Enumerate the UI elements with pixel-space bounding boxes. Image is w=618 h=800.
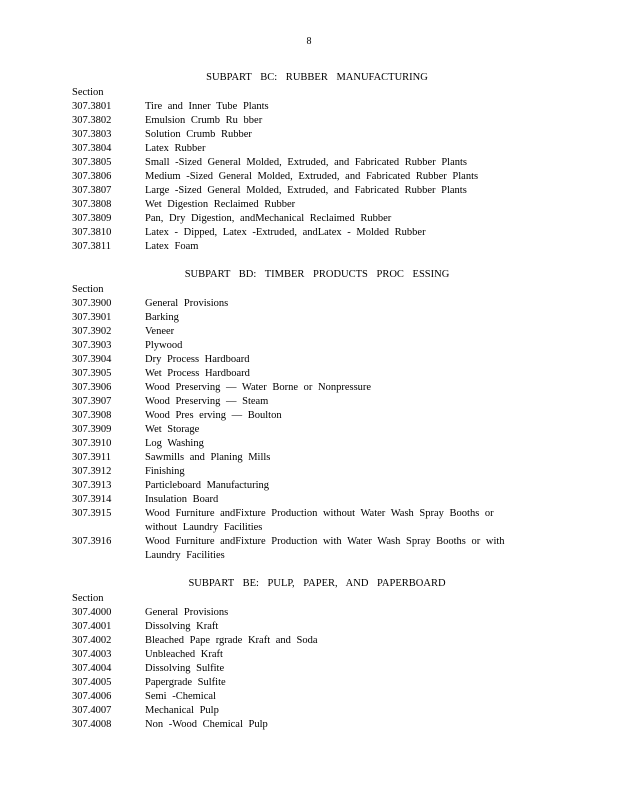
section-number: 307.3901 xyxy=(72,312,112,323)
section-number: 307.3907 xyxy=(72,396,112,407)
section-number: 307.3806 xyxy=(72,171,112,182)
section-title: Particleboard Manufacturing xyxy=(145,480,269,491)
document-body xyxy=(72,70,532,732)
section-title-block xyxy=(145,184,532,198)
section-entry xyxy=(72,676,532,690)
section-number: 307.3809 xyxy=(72,213,112,224)
section-title: Large -Sized General Molded, Extruded, and Fabricated Rubber Plants xyxy=(145,185,467,196)
section-title: Emulsion Crumb Ru bber xyxy=(145,115,263,126)
section-title-block xyxy=(145,100,532,114)
section-title-block xyxy=(145,606,532,620)
section-title-block xyxy=(145,226,532,240)
section-number: 307.3803 xyxy=(72,129,112,140)
section-number: 307.3903 xyxy=(72,340,112,351)
section-number: 307.3916 xyxy=(72,536,112,547)
section-title: Semi -Chemical xyxy=(145,691,216,702)
section-title-block xyxy=(145,718,532,732)
section-number: 307.4002 xyxy=(72,635,112,646)
section-title-block xyxy=(145,325,532,339)
section-number: 307.3906 xyxy=(72,382,112,393)
section-number: 307.3910 xyxy=(72,438,112,449)
section-number: 307.3909 xyxy=(72,424,112,435)
section-title-continuation: Laundry Facilities xyxy=(145,550,225,561)
section-title: Barking xyxy=(145,312,179,323)
section-title-block xyxy=(145,423,532,437)
section-number: 307.4008 xyxy=(72,719,112,730)
section-entry xyxy=(72,198,532,212)
section-title-block xyxy=(145,620,532,634)
section-number: 307.4006 xyxy=(72,691,112,702)
section-label: Section xyxy=(72,87,104,98)
section-title-block xyxy=(145,409,532,423)
section-number: 307.3808 xyxy=(72,199,112,210)
section-label: Section xyxy=(72,593,104,604)
section-title-block xyxy=(145,170,532,184)
section-title-block xyxy=(145,114,532,128)
section-entry xyxy=(72,620,532,634)
section-entry xyxy=(72,395,532,409)
section-number: 307.3811 xyxy=(72,241,111,252)
section-title-block xyxy=(145,353,532,367)
section-entry xyxy=(72,226,532,240)
section-title-block xyxy=(145,198,532,212)
section-entry xyxy=(72,128,532,142)
section-title: Wood Preserving — Steam xyxy=(145,396,269,407)
section-entry xyxy=(72,437,532,451)
section-title: Dissolving Kraft xyxy=(145,621,219,632)
section-title-block xyxy=(145,156,532,170)
section-title-block xyxy=(145,648,532,662)
section-entry xyxy=(72,325,532,339)
section-title: Wood Furniture andFixture Production with Water Wash Spray Booths or with xyxy=(145,536,505,547)
section-title: Latex Rubber xyxy=(145,143,206,154)
section-number: 307.3912 xyxy=(72,466,112,477)
section-number: 307.3904 xyxy=(72,354,112,365)
section-entry xyxy=(72,353,532,367)
section-entry xyxy=(72,662,532,676)
section-title: Dissolving Sulfite xyxy=(145,663,225,674)
section-title-block xyxy=(145,493,532,507)
spacer xyxy=(72,254,532,267)
section-title-block xyxy=(145,437,532,451)
section-title: Non -Wood Chemical Pulp xyxy=(145,719,268,730)
section-number: 307.4007 xyxy=(72,705,112,716)
section-title: Bleached Pape rgrade Kraft and Soda xyxy=(145,635,318,646)
section-title: Solution Crumb Rubber xyxy=(145,129,252,140)
section-title-block xyxy=(145,339,532,353)
section-title-block xyxy=(145,297,532,311)
section-entry xyxy=(72,311,532,325)
section-entry xyxy=(72,507,532,535)
section-number: 307.3914 xyxy=(72,494,112,505)
section-entry xyxy=(72,535,532,563)
section-entry xyxy=(72,381,532,395)
section-entry xyxy=(72,648,532,662)
section-number: 307.3807 xyxy=(72,185,112,196)
section-number: 307.3801 xyxy=(72,101,112,112)
section-number: 307.3911 xyxy=(72,452,111,463)
section-title-block xyxy=(145,507,532,535)
section-number: 307.3905 xyxy=(72,368,112,379)
section-number: 307.3915 xyxy=(72,508,112,519)
section-title: Wood Pres erving — Boulton xyxy=(145,410,282,421)
section-entry xyxy=(72,718,532,732)
subpart-heading: SUBPART BD: TIMBER PRODUCTS PROC ESSING xyxy=(184,269,450,280)
section-title-block xyxy=(145,395,532,409)
section-title: Tire and Inner Tube Plants xyxy=(145,101,269,112)
section-label: Section xyxy=(72,284,104,295)
section-title-block xyxy=(145,142,532,156)
section-entry xyxy=(72,451,532,465)
section-entry xyxy=(72,704,532,718)
section-number: 307.3900 xyxy=(72,298,112,309)
section-number: 307.4001 xyxy=(72,621,112,632)
section-title-block xyxy=(145,240,532,254)
section-title-block xyxy=(145,690,532,704)
section-entry xyxy=(72,114,532,128)
section-title-block xyxy=(145,634,532,648)
section-number: 307.4004 xyxy=(72,663,112,674)
section-title-block xyxy=(145,381,532,395)
section-title-block xyxy=(145,128,532,142)
section-title-block xyxy=(145,704,532,718)
section-title: Wet Process Hardboard xyxy=(145,368,250,379)
section-title: Latex - Dipped, Latex -Extruded, andLatex - Molded Rubber xyxy=(145,227,426,238)
section-entry xyxy=(72,409,532,423)
section-list xyxy=(72,297,532,563)
section-title: Wood Preserving — Water Borne or Nonpressure xyxy=(145,382,372,393)
section-entry xyxy=(72,170,532,184)
section-title: Insulation Board xyxy=(145,494,219,505)
section-title-block xyxy=(145,311,532,325)
section-entry xyxy=(72,367,532,381)
section-title: Log Washing xyxy=(145,438,204,449)
section-number: 307.3804 xyxy=(72,143,112,154)
page-number: 8 xyxy=(306,36,312,47)
section-title: Small -Sized General Molded, Extruded, and Fabricated Rubber Plants xyxy=(145,157,468,168)
section-entry xyxy=(72,184,532,198)
section-entry xyxy=(72,212,532,226)
section-title-block xyxy=(145,367,532,381)
section-title-continuation: without Laundry Facilities xyxy=(145,522,263,533)
section-list xyxy=(72,100,532,254)
section-title: Wet Storage xyxy=(145,424,200,435)
section-title: Plywood xyxy=(145,340,183,351)
section-number: 307.3810 xyxy=(72,227,112,238)
section-title: Veneer xyxy=(145,326,175,337)
section-entry xyxy=(72,339,532,353)
subpart-heading: SUBPART BC: RUBBER MANUFACTURING xyxy=(206,72,428,83)
section-title: Pan, Dry Digestion, andMechanical Reclaimed Rubber xyxy=(145,213,392,224)
section-title: Medium -Sized General Molded, Extruded, and Fabricated Rubber Plants xyxy=(145,171,479,182)
section-entry xyxy=(72,142,532,156)
section-title: Sawmills and Planing Mills xyxy=(145,452,271,463)
section-entry xyxy=(72,297,532,311)
section-title-block xyxy=(145,662,532,676)
section-title: General Provisions xyxy=(145,298,229,309)
section-entry xyxy=(72,690,532,704)
section-entry xyxy=(72,465,532,479)
section-title-block xyxy=(145,451,532,465)
section-title: General Provisions xyxy=(145,607,229,618)
section-title: Mechanical Pulp xyxy=(145,705,219,716)
section-title: Wood Furniture andFixture Production without Water Wash Spray Booths or xyxy=(145,508,494,519)
section-number: 307.3802 xyxy=(72,115,112,126)
subpart-heading: SUBPART BE: PULP, PAPER, AND PAPERBOARD xyxy=(188,578,446,589)
section-number: 307.3805 xyxy=(72,157,112,168)
section-number: 307.3902 xyxy=(72,326,112,337)
section-entry xyxy=(72,493,532,507)
section-number: 307.4003 xyxy=(72,649,112,660)
section-entry xyxy=(72,240,532,254)
section-number: 307.3913 xyxy=(72,480,112,491)
section-title: Wet Digestion Reclaimed Rubber xyxy=(145,199,296,210)
section-number: 307.4000 xyxy=(72,607,112,618)
section-title: Dry Process Hardboard xyxy=(145,354,250,365)
section-entry xyxy=(72,156,532,170)
section-number: 307.3908 xyxy=(72,410,112,421)
section-title: Unbleached Kraft xyxy=(145,649,223,660)
section-entry xyxy=(72,423,532,437)
section-entry xyxy=(72,634,532,648)
section-entry xyxy=(72,100,532,114)
section-title-block xyxy=(145,479,532,493)
section-list xyxy=(72,606,532,732)
spacer xyxy=(72,563,532,576)
section-title: Finishing xyxy=(145,466,185,477)
section-title: Latex Foam xyxy=(145,241,199,252)
section-title-block xyxy=(145,212,532,226)
section-title-block xyxy=(145,535,532,563)
section-title-block xyxy=(145,676,532,690)
section-entry xyxy=(72,606,532,620)
section-title-block xyxy=(145,465,532,479)
section-title: Papergrade Sulfite xyxy=(145,677,226,688)
section-entry xyxy=(72,479,532,493)
section-number: 307.4005 xyxy=(72,677,112,688)
